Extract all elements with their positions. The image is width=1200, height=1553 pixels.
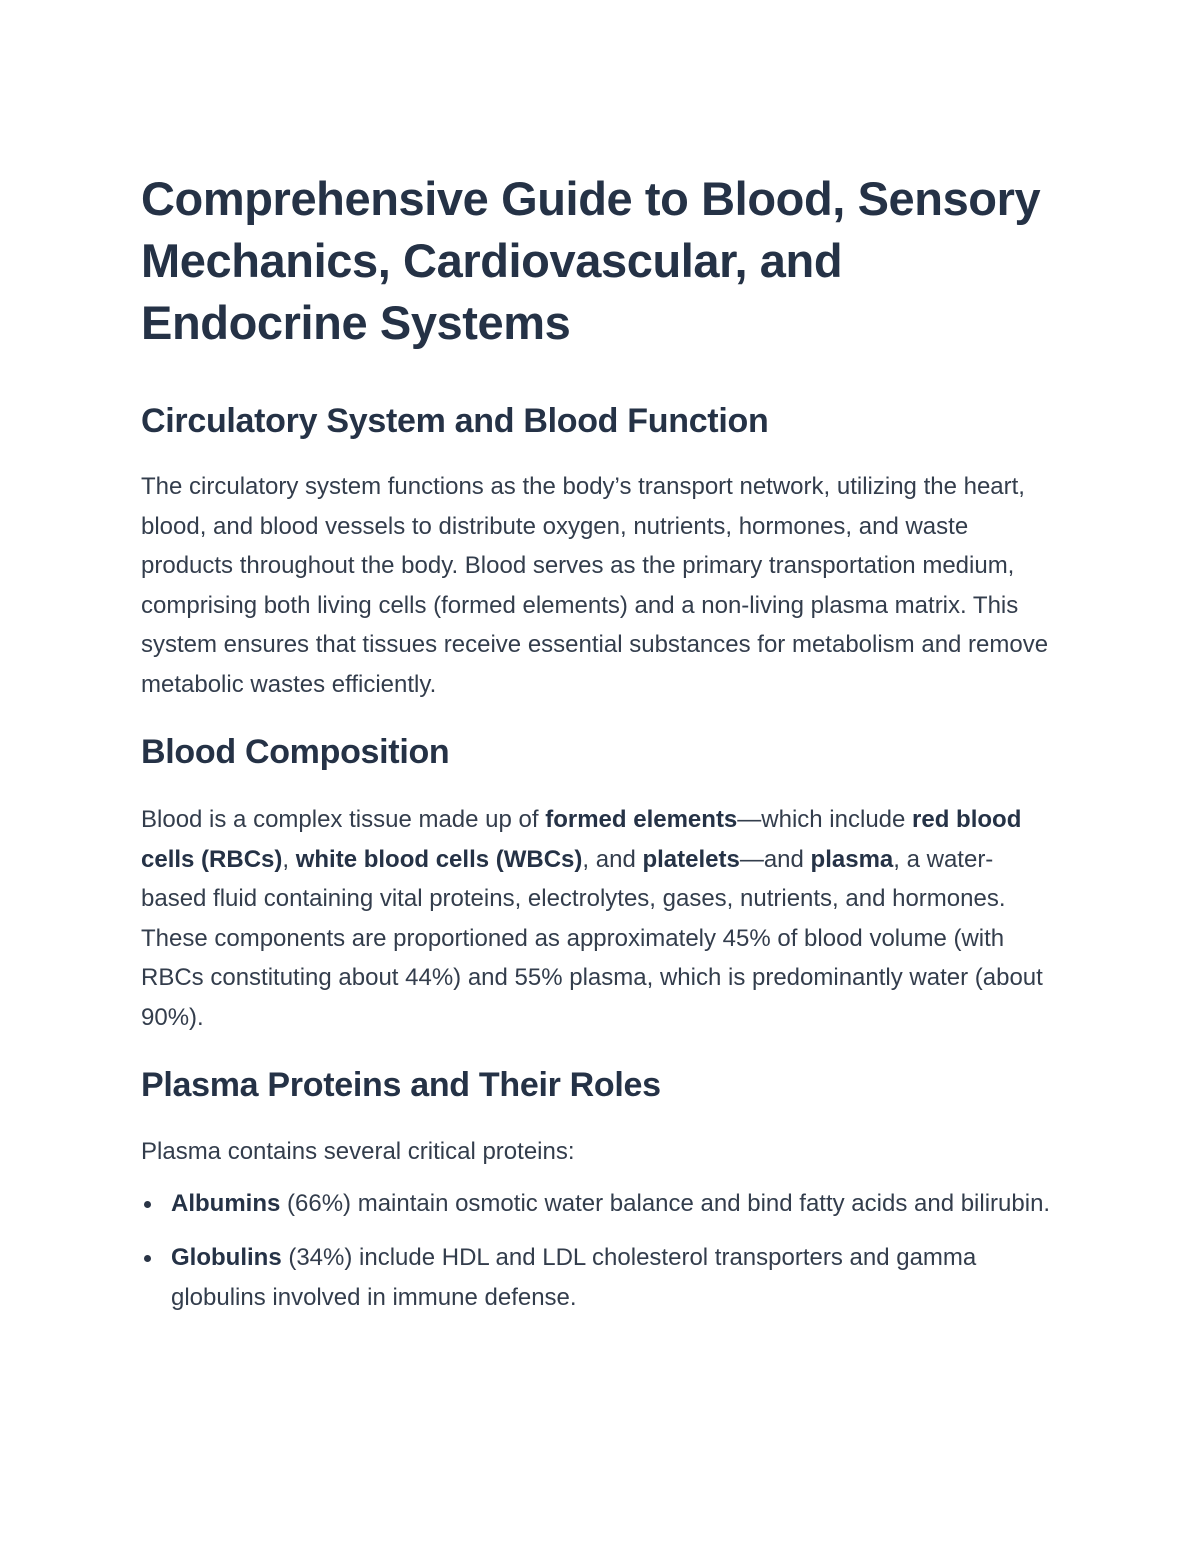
- bold-term-plasma: plasma: [810, 845, 894, 873]
- section-heading-plasma-proteins: Plasma Proteins and Their Roles: [141, 1066, 661, 1104]
- document-title: Comprehensive Guide to Blood, Sensory Mechanics, Cardiovascular, and Endocrine Systems: [141, 172, 1041, 349]
- text-run: —which include: [737, 806, 913, 833]
- section-heading-circulatory: Circulatory System and Blood Function: [141, 402, 769, 440]
- text-run: —and: [739, 845, 811, 873]
- text-run: Blood is a complex tissue made up of: [141, 806, 546, 833]
- bold-term-albumins: Albumins: [171, 1189, 281, 1217]
- document-page: [141, 168, 1056, 1332]
- bold-term-wbcs: white blood cells (WBCs): [295, 845, 583, 873]
- bullet-icon: [144, 1201, 151, 1208]
- bold-term-platelets: platelets: [642, 845, 740, 873]
- list-item: [141, 1184, 1056, 1224]
- bold-term-formed-elements: formed elements: [545, 806, 738, 833]
- plasma-protein-list: [141, 1184, 1056, 1318]
- list-item: [141, 1238, 1056, 1317]
- text-run: ,: [282, 845, 296, 873]
- bullet-icon: [144, 1255, 151, 1262]
- list-item-text: (66%) maintain osmotic water balance and bind fatty acids and bilirubin.: [280, 1189, 1051, 1217]
- text-run: , a water-based fluid containing vital proteins, electrolytes, gases, nutrients, and hormones. These components are proportioned as approximately 45% of blood volume (with RBCs constituting about 44%) and 55% plasma, which is predominantly water (about 90%).: [141, 845, 1043, 1031]
- paragraph-plasma-intro: Plasma contains several critical proteins:: [141, 1138, 575, 1165]
- section-heading-blood-composition: Blood Composition: [141, 733, 450, 771]
- bold-term-globulins: Globulins: [171, 1244, 282, 1271]
- list-item-text: (34%) include HDL and LDL cholesterol transporters and gamma globulins involved in immune defense.: [171, 1244, 977, 1311]
- paragraph-circulatory: The circulatory system functions as the body’s transport network, utilizing the heart, blood, and blood vessels to distribute oxygen, nutrients, hormones, and waste products throughout the body. Blood serves as the primary transportation medium, comprising both living cells (formed elements) and a non-living plasma matrix. This system ensures that tissues receive essential substances for metabolism and remove metabolic wastes efficiently.: [141, 473, 1049, 698]
- paragraph-blood-composition: [141, 800, 1056, 1037]
- text-run: , and: [582, 845, 643, 873]
- bold-term-rbcs: red blood cells (RBCs): [141, 806, 1022, 873]
